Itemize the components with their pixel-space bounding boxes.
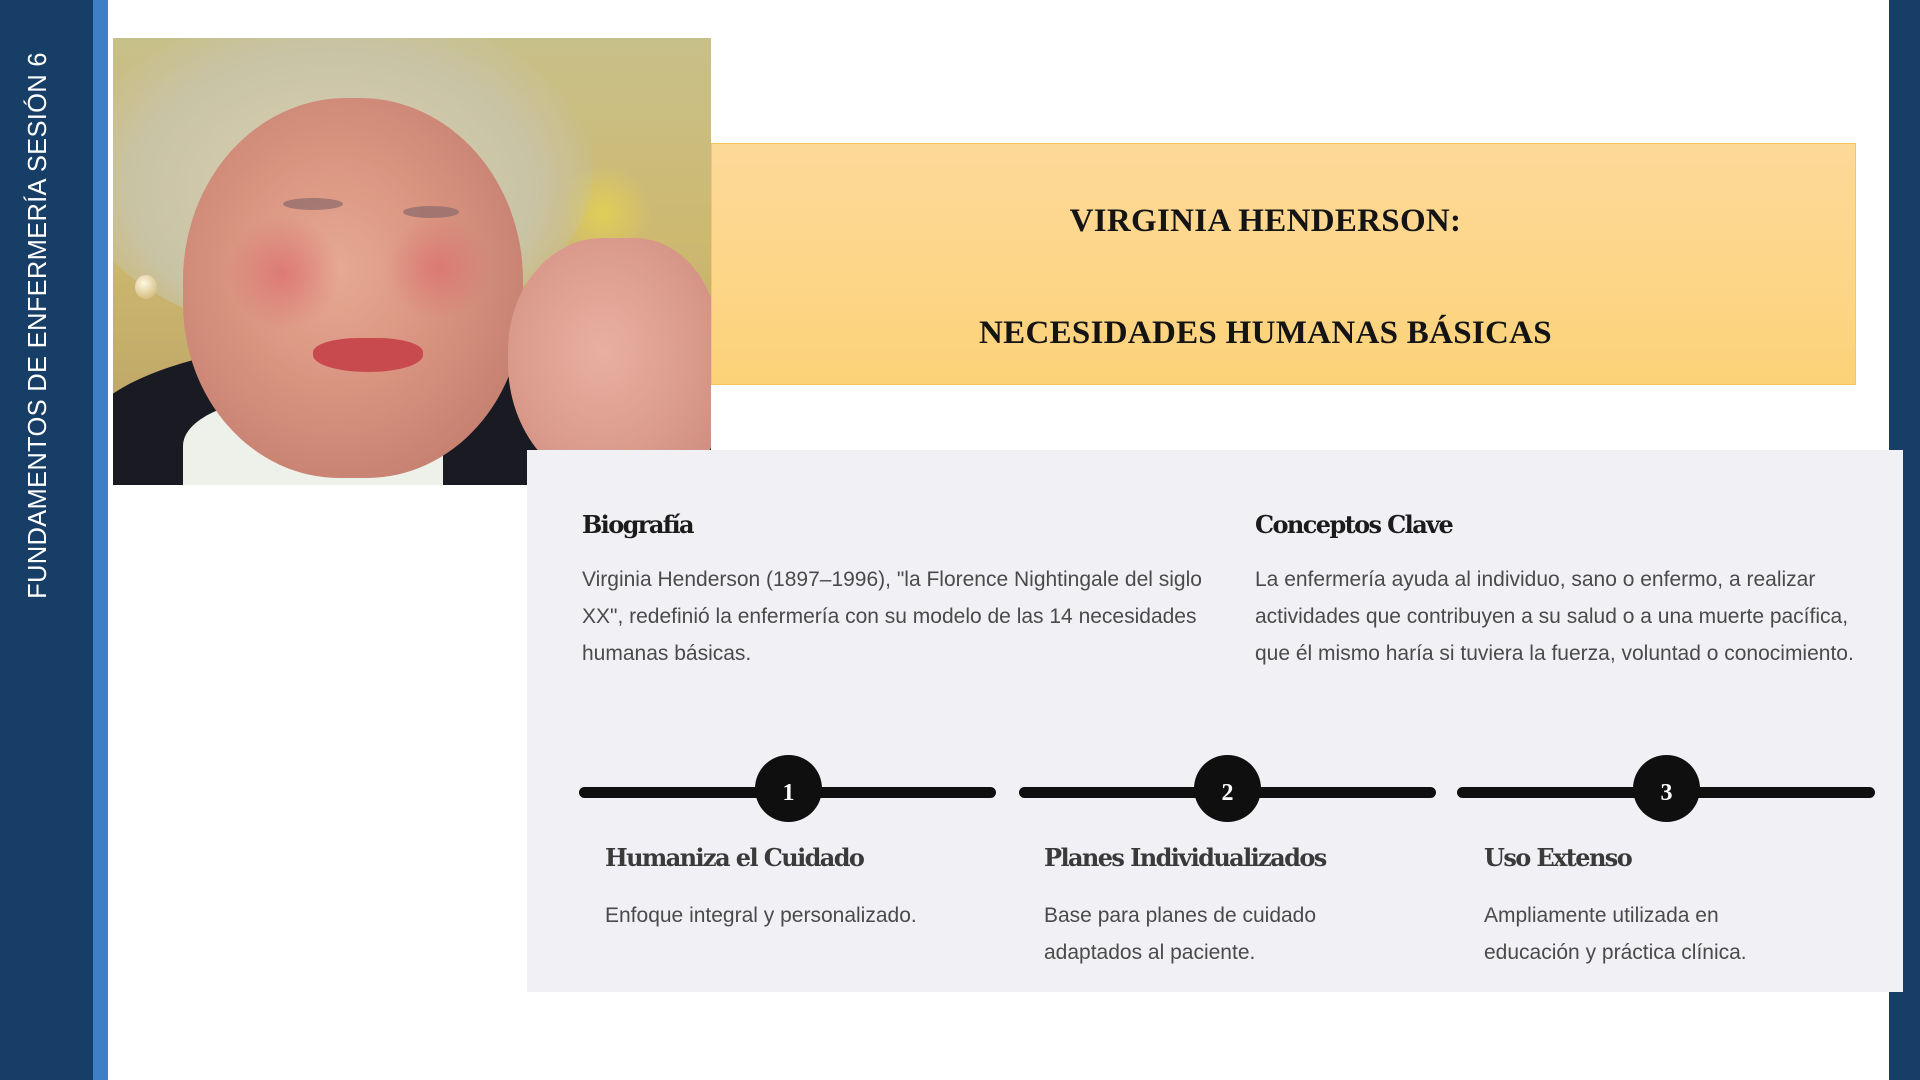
- content-panel: [527, 450, 1903, 992]
- portrait-photo: [113, 38, 711, 485]
- photo-eye-right: [403, 206, 459, 218]
- title-line-1: VIRGINIA HENDERSON:: [1069, 203, 1462, 239]
- step-3-number-badge: [1633, 755, 1700, 822]
- step-2-description: Base para planes de cuidado adaptados al paciente.: [1044, 904, 1317, 964]
- key-concepts-text: La enfermería ayuda al individuo, sano o enfermo, a realizar actividades que contribuyen a su salud o a una muerte pacífica, que él mismo haría si tuviera la fuerza, voluntad o conocimiento.: [1255, 568, 1854, 665]
- step-1-number: 1: [782, 780, 795, 806]
- step-1-title: Humaniza el Cuidado: [605, 843, 864, 872]
- left-sidebar: [0, 0, 93, 1080]
- key-concepts-heading: Conceptos Clave: [1255, 510, 1453, 539]
- biography-heading: Biografía: [582, 510, 693, 539]
- title-line-2: NECESIDADES HUMANAS BÁSICAS: [979, 315, 1552, 351]
- photo-eye-left: [283, 198, 343, 210]
- sidebar-accent-stripe: [93, 0, 108, 1080]
- step-3-description: Ampliamente utilizada en educación y práctica clínica.: [1484, 904, 1747, 964]
- photo-cheek-left: [223, 218, 343, 328]
- title-banner: [711, 143, 1856, 385]
- step-1-description: Enfoque integral y personalizado.: [605, 904, 917, 927]
- photo-earring: [135, 275, 157, 299]
- step-2-number-badge: [1194, 755, 1261, 822]
- biography-text: Virginia Henderson (1897–1996), "la Florence Nightingale del siglo XX", redefinió la enfermería con su modelo de las 14 necesidades humanas básicas.: [582, 568, 1202, 665]
- step-2-number: 2: [1221, 780, 1234, 806]
- photo-hand-shape: [508, 238, 711, 485]
- vertical-course-title: FUNDAMENTOS DE ENFERMERÍA SESIÓN 6: [23, 51, 52, 599]
- photo-cheek-right: [383, 218, 493, 318]
- step-3-number: 3: [1660, 780, 1673, 806]
- photo-lips: [313, 338, 423, 372]
- step-3-title: Uso Extenso: [1484, 843, 1632, 872]
- vertical-course-title-container: [24, 53, 52, 597]
- step-2-title: Planes Individualizados: [1044, 843, 1326, 872]
- step-1-number-badge: [755, 755, 822, 822]
